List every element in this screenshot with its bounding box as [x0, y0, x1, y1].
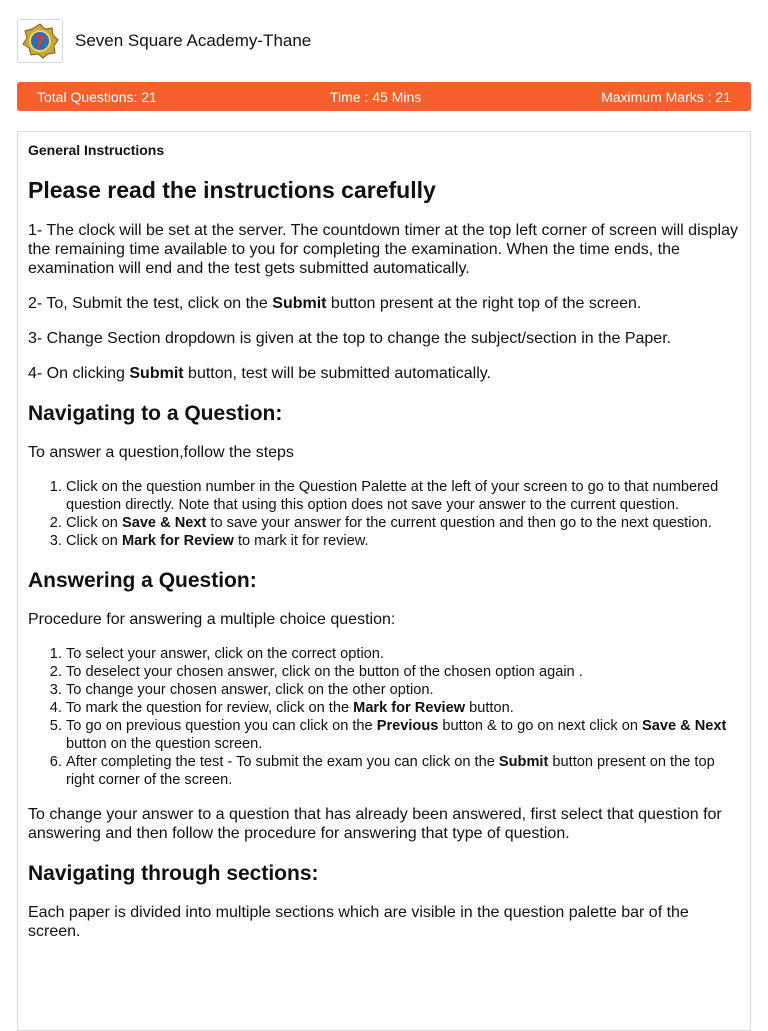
answering-steps	[28, 645, 740, 789]
list-item: 3. To change your chosen answer, click on the other option.	[66, 681, 740, 699]
general-instruction-2: 2- To, Submit the test, click on the Submit button present at the right top of the screen.	[28, 295, 642, 312]
app-header	[0, 0, 768, 80]
answering-note: To change your answer to a question that has already been answered, first select that question for answering and then follow the procedure for answering that type of question.	[28, 806, 722, 842]
total-questions: Total Questions: 21	[37, 89, 157, 105]
exam-info-bar	[17, 82, 751, 111]
list-item: 1. To select your answer, click on the correct option.	[66, 645, 740, 663]
academy-logo-icon	[21, 23, 59, 59]
list-item: 6. After completing the test - To submit the exam you can click on the Submit button present on the top right corner of the screen.	[66, 753, 740, 789]
list-item: 1. Click on the question number in the Question Palette at the left of your screen to go to that numbered question directly. Note that using this option does not save your answer to the current question.	[66, 478, 740, 514]
general-instruction-1: 1- The clock will be set at the server. The countdown timer at the top left corner of screen will display the remaining time available to you for completing the examination. When the time ends, the examination will end and the test gets submitted automatically.	[28, 222, 738, 277]
exam-time: Time : 45 Mins	[330, 89, 422, 105]
maximum-marks: Maximum Marks : 21	[601, 89, 731, 105]
general-instruction-4: 4- On clicking Submit button, test will be submitted automatically.	[28, 365, 491, 382]
sections-text: Each paper is divided into multiple sections which are visible in the question palette bar of the screen.	[28, 904, 689, 940]
navigating-steps	[28, 478, 740, 550]
list-item: 5. To go on previous question you can click on the Previous button & to go on next click on Save & Next button on the question screen.	[66, 717, 740, 753]
list-item: 4. To mark the question for review, click on the Mark for Review button.	[66, 699, 740, 717]
list-item: 2. Click on Save & Next to save your answer for the current question and then go to the next question.	[66, 514, 740, 532]
navigating-heading: Navigating to a Question:	[28, 402, 283, 425]
navigating-intro: To answer a question,follow the steps	[28, 444, 294, 461]
instructions-panel[interactable]	[17, 131, 751, 1031]
panel-label: General Instructions	[28, 142, 165, 158]
academy-logo[interactable]	[17, 19, 63, 63]
general-instruction-3: 3- Change Section dropdown is given at the top to change the subject/section in the Paper.	[28, 330, 672, 347]
svg-text:7: 7	[34, 33, 46, 51]
sections-heading: Navigating through sections:	[28, 862, 319, 885]
list-item: 3. Click on Mark for Review to mark it for review.	[66, 532, 740, 550]
answering-intro: Procedure for answering a multiple choice question:	[28, 611, 396, 628]
answering-heading: Answering a Question:	[28, 569, 257, 592]
list-item: 2. To deselect your chosen answer, click on the button of the chosen option again .	[66, 663, 740, 681]
instructions-heading: Please read the instructions carefully	[28, 177, 436, 203]
site-title: Seven Square Academy-Thane	[75, 31, 312, 50]
